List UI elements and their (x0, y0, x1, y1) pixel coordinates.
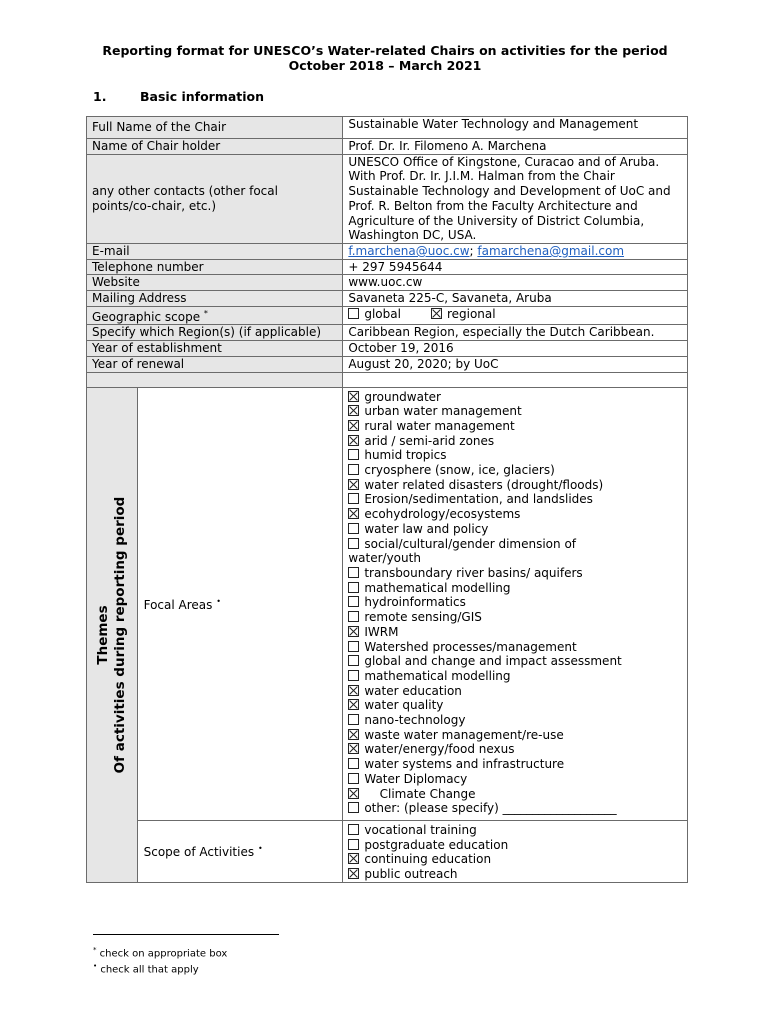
holder-value[interactable]: Prof. Dr. Ir. Filomeno A. Marchena (343, 139, 688, 155)
focal-area-item-label: urban water management (364, 404, 522, 419)
focal-area-item (348, 654, 682, 669)
focal-area-checkbox[interactable] (348, 788, 359, 799)
focal-area-checkbox[interactable] (348, 641, 359, 652)
email-link-1[interactable]: f.marchena@uoc.cw (348, 243, 470, 258)
focal-area-item (348, 434, 682, 449)
focal-area-item (348, 640, 682, 655)
focal-area-item-label: other: (please specify) ___________________ (364, 801, 617, 816)
scope-list (343, 820, 688, 882)
focal-area-item (348, 698, 682, 713)
focal-area-item-label: humid tropics (364, 448, 447, 463)
focal-area-item-label: arid / semi-arid zones (364, 433, 495, 448)
full-name-value[interactable]: Sustainable Water Technology and Management (343, 117, 688, 139)
phone-label: Telephone number (87, 259, 343, 275)
mailing-value[interactable]: Savaneta 225-C, Savaneta, Aruba (343, 291, 688, 307)
row-holder (87, 139, 688, 155)
focal-area-checkbox[interactable] (348, 567, 359, 578)
phone-value[interactable]: + 297 5945644 (343, 259, 688, 275)
footnotes (93, 944, 227, 977)
focal-area-item-label: mathematical modelling (364, 668, 511, 683)
focal-area-item-label: hydroinformatics (364, 595, 466, 610)
focal-areas-mark: • (216, 596, 221, 606)
focal-area-checkbox[interactable] (348, 582, 359, 593)
row-spacer (87, 372, 688, 387)
spacer-cell-left (87, 372, 343, 387)
focal-area-checkbox[interactable] (348, 655, 359, 666)
scope-item (348, 852, 682, 867)
focal-area-item-label: Watershed processes/management (364, 639, 577, 654)
focal-area-item-label: water systems and infrastructure (364, 757, 565, 772)
focal-areas-list (343, 387, 688, 820)
row-phone (87, 259, 688, 275)
focal-area-checkbox[interactable] (348, 449, 359, 460)
focal-area-item-label: Water Diplomacy (364, 771, 468, 786)
focal-area-checkbox[interactable] (348, 611, 359, 622)
focal-area-checkbox[interactable] (348, 538, 359, 549)
geo-global-label: global (364, 306, 401, 321)
established-label: Year of establishment (87, 341, 343, 357)
scope-mark: • (257, 844, 263, 854)
focal-area-checkbox[interactable] (348, 685, 359, 696)
focal-area-checkbox[interactable] (348, 435, 359, 446)
focal-area-item-label: global and change and impact assessment (364, 654, 622, 669)
geo-global-checkbox[interactable] (348, 308, 359, 319)
focal-area-checkbox[interactable] (348, 699, 359, 710)
themes-heading-line2: Of activities during reporting period (111, 496, 128, 773)
full-name-label: Full Name of the Chair (87, 117, 343, 139)
focal-area-checkbox[interactable] (348, 714, 359, 725)
website-value[interactable]: www.uoc.cw (343, 275, 688, 291)
title-line-2: October 2018 – March 2021 (288, 58, 482, 73)
focal-area-item-label: nano-technology (364, 713, 466, 728)
mailing-label: Mailing Address (87, 291, 343, 307)
focal-area-item-label: water education (364, 683, 462, 698)
document-title (0, 43, 770, 73)
holder-label: Name of Chair holder (87, 139, 343, 155)
focal-area-item (348, 772, 682, 787)
focal-area-item-label: groundwater (364, 389, 441, 404)
focal-area-item (348, 787, 682, 802)
established-value[interactable]: October 19, 2016 (343, 341, 688, 357)
scope-checkbox[interactable] (348, 824, 359, 835)
focal-area-checkbox[interactable] (348, 729, 359, 740)
scope-label-cell (137, 820, 343, 882)
scope-item-label: public outreach (364, 867, 458, 882)
row-geo-scope (87, 306, 688, 325)
scope-item (348, 838, 682, 853)
email-value (343, 243, 688, 259)
focal-area-checkbox[interactable] (348, 508, 359, 519)
scope-item-label: vocational training (364, 822, 477, 837)
renewal-label: Year of renewal (87, 356, 343, 372)
contacts-value[interactable]: UNESCO Office of Kingstone, Curacao and of Aruba. With Prof. Dr. Ir. J.I.M. Halman from the Chair Sustainable Technology and Development of UoC and Prof. R. Belton from the Faculty Architecture and Agriculture of the University of District Columbia, Washington DC, USA. (343, 154, 688, 243)
focal-area-item (348, 713, 682, 728)
focal-area-item (348, 669, 682, 684)
website-label: Website (87, 275, 343, 291)
focal-area-item (348, 478, 682, 493)
focal-area-item-label: remote sensing/GIS (364, 610, 482, 625)
row-full-name (87, 117, 688, 139)
row-focal-areas (87, 387, 688, 820)
focal-area-item (348, 610, 682, 625)
row-website (87, 275, 688, 291)
focal-area-item-label: water law and policy (364, 521, 489, 536)
focal-area-item-label: mathematical modelling (364, 580, 511, 595)
footnote-2-text: check all that apply (97, 964, 199, 976)
row-mailing (87, 291, 688, 307)
row-established (87, 341, 688, 357)
focal-area-checkbox[interactable] (348, 464, 359, 475)
basic-info-table (86, 116, 688, 883)
themes-heading-line1: Themes (94, 605, 111, 665)
geo-regional-label: regional (446, 306, 496, 321)
focal-area-item (348, 801, 682, 816)
row-renewal (87, 356, 688, 372)
focal-area-item (348, 404, 682, 419)
row-scope (87, 820, 688, 882)
footnote-2 (93, 960, 227, 976)
scope-item (348, 823, 682, 838)
row-contacts (87, 154, 688, 243)
focal-area-checkbox[interactable] (348, 420, 359, 431)
focal-area-item-label: Erosion/sedimentation, and landslides (364, 492, 593, 507)
focal-areas-label: Focal Areas (143, 597, 213, 612)
focal-area-item-label: rural water management (364, 418, 515, 433)
scope-item-label: continuing education (364, 852, 492, 867)
scope-checkbox[interactable] (348, 868, 359, 879)
focal-area-item (348, 507, 682, 522)
email-link-2[interactable]: famarchena@gmail.com (477, 243, 625, 258)
footnote-1-text: check on appropriate box (96, 948, 228, 960)
focal-area-item-label: transboundary river basins/ aquifers (364, 565, 583, 580)
themes-heading (95, 496, 129, 773)
focal-area-item (348, 463, 682, 478)
focal-area-checkbox[interactable] (348, 802, 359, 813)
row-region (87, 325, 688, 341)
focal-area-item (348, 492, 682, 507)
focal-area-item (348, 742, 682, 757)
focal-area-checkbox[interactable] (348, 626, 359, 637)
focal-area-item-label: cryosphere (snow, ice, glaciers) (364, 463, 555, 478)
scope-label: Scope of Activities (143, 845, 255, 860)
focal-area-checkbox[interactable] (348, 670, 359, 681)
focal-area-checkbox[interactable] (348, 479, 359, 490)
focal-area-checkbox[interactable] (348, 743, 359, 754)
focal-area-checkbox[interactable] (348, 596, 359, 607)
email-separator: ; (469, 243, 478, 258)
focal-area-item-label: Climate Change (364, 786, 476, 801)
geo-value (343, 306, 688, 325)
footnote-1-mark: * (93, 946, 97, 954)
geo-regional-checkbox[interactable] (431, 308, 442, 319)
focal-area-item (348, 625, 682, 640)
geo-label-cell (87, 306, 343, 325)
scope-item-label: postgraduate education (364, 837, 509, 852)
focal-area-checkbox[interactable] (348, 405, 359, 416)
focal-area-item (348, 757, 682, 772)
footnote-2-mark: • (93, 962, 98, 971)
geo-footnote-mark: * (203, 308, 208, 318)
footnote-1 (93, 944, 227, 960)
footnote-rule (93, 934, 279, 935)
focal-area-checkbox[interactable] (348, 773, 359, 784)
focal-area-item (348, 522, 682, 537)
focal-area-item (348, 419, 682, 434)
focal-area-item-label: ecohydrology/ecosystems (364, 507, 521, 522)
focal-area-item (348, 537, 682, 552)
focal-area-item (348, 390, 682, 405)
focal-area-item-label: water related disasters (drought/floods) (364, 477, 604, 492)
contacts-label: any other contacts (other focal points/co-chair, etc.) (87, 154, 343, 243)
focal-area-item-label: waste water management/re-use (364, 727, 564, 742)
focal-area-item-label: social/cultural/gender dimension of (364, 536, 577, 551)
region-value[interactable]: Caribbean Region, especially the Dutch Caribbean. (343, 325, 688, 341)
geo-label: Geographic scope (92, 309, 201, 324)
scope-checkbox[interactable] (348, 853, 359, 864)
section-number: 1. (93, 89, 107, 104)
renewal-value[interactable]: August 20, 2020; by UoC (343, 356, 688, 372)
spacer-cell-right (343, 372, 688, 387)
focal-area-item-label: water quality (364, 698, 444, 713)
focal-area-item (348, 684, 682, 699)
focal-area-checkbox[interactable] (348, 758, 359, 769)
section-title: Basic information (140, 89, 265, 104)
focal-area-checkbox[interactable] (348, 391, 359, 402)
focal-area-item-label: water/energy/food nexus (364, 742, 515, 757)
title-line-1: Reporting format for UNESCO’s Water-related Chairs on activities for the period (102, 43, 668, 58)
scope-item (348, 867, 682, 882)
focal-area-item (348, 448, 682, 463)
focal-area-item (348, 595, 682, 610)
row-email (87, 243, 688, 259)
focal-area-checkbox[interactable] (348, 493, 359, 504)
focal-area-item (348, 728, 682, 743)
section-heading (93, 89, 264, 104)
themes-heading-cell (87, 387, 138, 882)
focal-areas-label-cell (137, 387, 343, 820)
focal-area-item (348, 581, 682, 596)
focal-area-item-label: IWRM (364, 624, 399, 639)
region-label: Specify which Region(s) (if applicable) (87, 325, 343, 341)
focal-area-item-continuation: water/youth (348, 551, 421, 566)
focal-area-item (348, 566, 682, 581)
scope-checkbox[interactable] (348, 839, 359, 850)
email-label: E-mail (87, 243, 343, 259)
focal-area-checkbox[interactable] (348, 523, 359, 534)
